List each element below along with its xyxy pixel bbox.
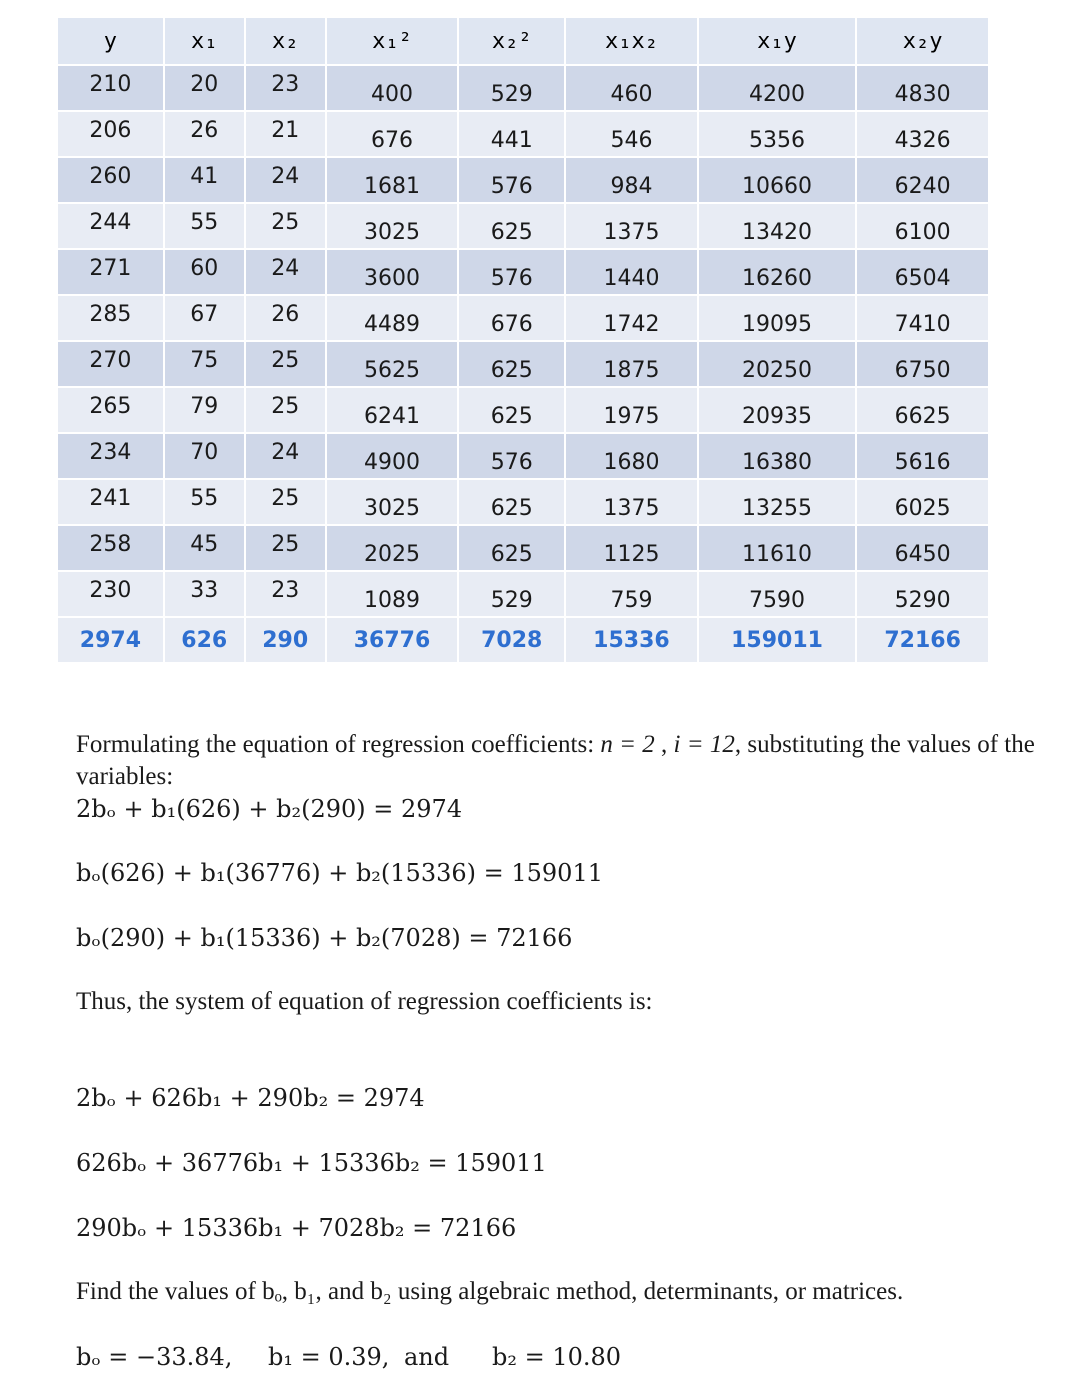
cell-x2y: 6450 <box>857 526 990 570</box>
cell-x2: 25 <box>246 526 327 570</box>
cell-x1y: 16380 <box>699 434 858 478</box>
cell-x2y: 6504 <box>857 250 990 294</box>
total-x1: 626 <box>165 618 246 662</box>
result-b0: bₒ = −33.84, <box>76 1343 233 1371</box>
cell-x1y: 11610 <box>699 526 858 570</box>
cell-x1-squared: 1681 <box>327 158 460 202</box>
cell-y: 206 <box>58 112 165 156</box>
cell-x1: 26 <box>165 112 246 156</box>
cell-x1y: 19095 <box>699 296 858 340</box>
cell-x1x2: 1440 <box>566 250 699 294</box>
header-x1x2: x₁x₂ <box>566 18 699 64</box>
cell-y: 270 <box>58 342 165 386</box>
cell-x2-squared: 529 <box>459 66 566 110</box>
cell-x2: 26 <box>246 296 327 340</box>
cell-x2: 24 <box>246 434 327 478</box>
cell-x2-squared: 576 <box>459 250 566 294</box>
cell-x2: 21 <box>246 112 327 156</box>
table-row <box>58 342 990 386</box>
system-equation-3: 290bₒ + 15336b₁ + 7028b₂ = 72166 <box>76 1214 517 1242</box>
cell-x2-squared: 625 <box>459 204 566 248</box>
total-x2y: 72166 <box>857 618 990 662</box>
cell-x2y: 6025 <box>857 480 990 524</box>
cell-y: 230 <box>58 572 165 616</box>
cell-x1-squared: 1089 <box>327 572 460 616</box>
table-body <box>58 66 990 662</box>
cell-x2-squared: 441 <box>459 112 566 156</box>
cell-x1: 55 <box>165 480 246 524</box>
table-row <box>58 388 990 432</box>
table-row <box>58 480 990 524</box>
intro-text-b: , substituting the values of the variables: <box>76 731 1035 790</box>
cell-x2: 25 <box>246 480 327 524</box>
cell-x1x2: 546 <box>566 112 699 156</box>
cell-x2y: 6625 <box>857 388 990 432</box>
find-instruction: Find the values of bₒ, b₁, and b₂ using algebraic method, determinants, or matrices. <box>76 1278 904 1305</box>
cell-x1: 79 <box>165 388 246 432</box>
intro-n: n = 2 <box>600 731 655 758</box>
cell-x1: 70 <box>165 434 246 478</box>
cell-y: 241 <box>58 480 165 524</box>
cell-x1x2: 1375 <box>566 204 699 248</box>
table-row <box>58 526 990 570</box>
table-row <box>58 572 990 616</box>
cell-x1y: 5356 <box>699 112 858 156</box>
cell-x1-squared: 2025 <box>327 526 460 570</box>
equation-3: bₒ(290) + b₁(15336) + b₂(7028) = 72166 <box>76 924 573 952</box>
cell-x2-squared: 576 <box>459 158 566 202</box>
result-b2: b₂ = 10.80 <box>492 1343 622 1371</box>
header-y: y <box>58 18 165 64</box>
cell-x1-squared: 3025 <box>327 480 460 524</box>
cell-x2: 25 <box>246 204 327 248</box>
cell-x1-squared: 6241 <box>327 388 460 432</box>
cell-x2: 25 <box>246 342 327 386</box>
cell-y: 210 <box>58 66 165 110</box>
system-equation-2: 626bₒ + 36776b₁ + 15336b₂ = 159011 <box>76 1149 547 1177</box>
cell-x1-squared: 400 <box>327 66 460 110</box>
cell-x1x2: 759 <box>566 572 699 616</box>
cell-x1y: 13420 <box>699 204 858 248</box>
header-x2: x₂ <box>246 18 327 64</box>
cell-x2: 24 <box>246 158 327 202</box>
cell-x1x2: 460 <box>566 66 699 110</box>
cell-x2-squared: 529 <box>459 572 566 616</box>
header-x1y: x₁y <box>699 18 858 64</box>
result-and: and <box>404 1343 450 1371</box>
cell-y: 271 <box>58 250 165 294</box>
cell-x1: 60 <box>165 250 246 294</box>
intro-paragraph <box>76 729 1041 793</box>
table-row <box>58 66 990 110</box>
cell-x1-squared: 676 <box>327 112 460 156</box>
cell-x1: 33 <box>165 572 246 616</box>
cell-x2: 23 <box>246 66 327 110</box>
cell-x1-squared: 3025 <box>327 204 460 248</box>
cell-x2y: 4326 <box>857 112 990 156</box>
intro-sep: , <box>654 731 674 758</box>
total-x1-squared: 36776 <box>327 618 460 662</box>
table-row <box>58 112 990 156</box>
cell-x1x2: 1742 <box>566 296 699 340</box>
intro-text-a: Formulating the equation of regression coefficients: <box>76 731 601 758</box>
cell-y: 244 <box>58 204 165 248</box>
cell-x1-squared: 3600 <box>327 250 460 294</box>
intro-i: i = 12 <box>673 731 735 758</box>
cell-x1: 20 <box>165 66 246 110</box>
table-row <box>58 250 990 294</box>
cell-x1: 41 <box>165 158 246 202</box>
cell-x1: 67 <box>165 296 246 340</box>
total-x1y: 159011 <box>699 618 858 662</box>
header-x1: x₁ <box>165 18 246 64</box>
regression-table <box>58 16 990 664</box>
cell-x1x2: 984 <box>566 158 699 202</box>
cell-x2y: 6100 <box>857 204 990 248</box>
system-intro: Thus, the system of equation of regression coefficients is: <box>76 988 653 1015</box>
cell-x2: 24 <box>246 250 327 294</box>
cell-x2-squared: 625 <box>459 388 566 432</box>
cell-x1y: 10660 <box>699 158 858 202</box>
cell-x1: 45 <box>165 526 246 570</box>
cell-x2y: 6240 <box>857 158 990 202</box>
cell-x1x2: 1975 <box>566 388 699 432</box>
header-x2-squared: x₂² <box>459 18 566 64</box>
header-x1-squared: x₁² <box>327 18 460 64</box>
cell-x1-squared: 4489 <box>327 296 460 340</box>
table-row <box>58 434 990 478</box>
cell-x2-squared: 676 <box>459 296 566 340</box>
results-line <box>76 1341 1036 1375</box>
cell-x1x2: 1680 <box>566 434 699 478</box>
cell-x2y: 7410 <box>857 296 990 340</box>
equation-1: 2bₒ + b₁(626) + b₂(290) = 2974 <box>76 795 463 823</box>
cell-x1y: 4200 <box>699 66 858 110</box>
cell-y: 234 <box>58 434 165 478</box>
cell-x2: 25 <box>246 388 327 432</box>
cell-x1: 75 <box>165 342 246 386</box>
table-row <box>58 296 990 340</box>
header-x2y: x₂y <box>857 18 990 64</box>
cell-x2: 23 <box>246 572 327 616</box>
table-totals-row <box>58 618 990 662</box>
total-y: 2974 <box>58 618 165 662</box>
cell-x2-squared: 625 <box>459 342 566 386</box>
cell-y: 260 <box>58 158 165 202</box>
total-x2-squared: 7028 <box>459 618 566 662</box>
cell-x1y: 20935 <box>699 388 858 432</box>
table-row <box>58 158 990 202</box>
cell-x1y: 20250 <box>699 342 858 386</box>
cell-y: 285 <box>58 296 165 340</box>
cell-x1y: 13255 <box>699 480 858 524</box>
cell-x2y: 4830 <box>857 66 990 110</box>
result-b1: b₁ = 0.39, <box>268 1343 390 1371</box>
cell-y: 258 <box>58 526 165 570</box>
table-header-row <box>58 18 990 64</box>
cell-x1x2: 1375 <box>566 480 699 524</box>
table-row <box>58 204 990 248</box>
equation-2: bₒ(626) + b₁(36776) + b₂(15336) = 159011 <box>76 859 603 887</box>
cell-x1x2: 1125 <box>566 526 699 570</box>
cell-x1-squared: 5625 <box>327 342 460 386</box>
cell-y: 265 <box>58 388 165 432</box>
cell-x2y: 6750 <box>857 342 990 386</box>
cell-x1: 55 <box>165 204 246 248</box>
total-x1x2: 15336 <box>566 618 699 662</box>
total-x2: 290 <box>246 618 327 662</box>
cell-x2y: 5290 <box>857 572 990 616</box>
system-equation-1: 2bₒ + 626b₁ + 290b₂ = 2974 <box>76 1084 425 1112</box>
cell-x2y: 5616 <box>857 434 990 478</box>
cell-x1y: 16260 <box>699 250 858 294</box>
cell-x1x2: 1875 <box>566 342 699 386</box>
cell-x2-squared: 576 <box>459 434 566 478</box>
cell-x1y: 7590 <box>699 572 858 616</box>
cell-x1-squared: 4900 <box>327 434 460 478</box>
cell-x2-squared: 625 <box>459 526 566 570</box>
cell-x2-squared: 625 <box>459 480 566 524</box>
